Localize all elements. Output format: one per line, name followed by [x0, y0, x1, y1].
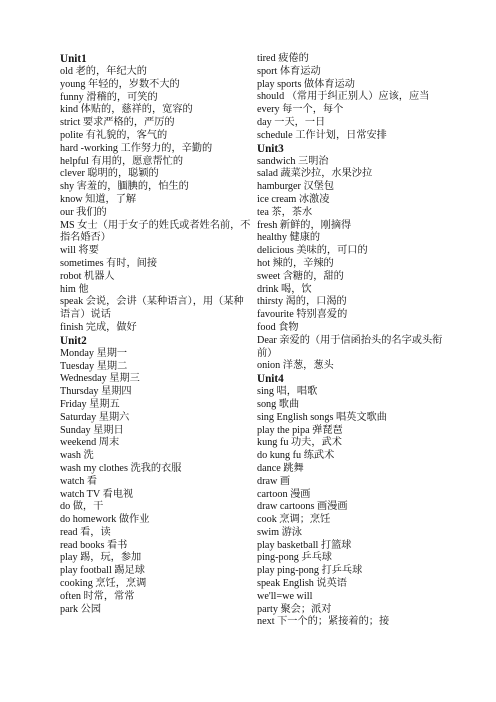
- vocabulary-entry: sing 唱，唱歌: [257, 386, 318, 398]
- vocabulary-entry: will 将要: [60, 245, 99, 257]
- vocabulary-entry: do 做，干: [60, 501, 104, 513]
- vocabulary-entry: read books 看书: [60, 539, 128, 551]
- vocabulary-entry: do homework 做作业: [60, 514, 150, 526]
- right-vocabulary-column: [257, 53, 449, 629]
- vocabulary-entry: polite 有礼貌的，客气的: [60, 129, 168, 141]
- vocabulary-entry: Sunday 星期日: [60, 424, 124, 436]
- vocabulary-entry: shy 害羞的，腼腆的，怕生的: [60, 181, 189, 193]
- vocabulary-entry: hard -working 工作努力的，辛勤的: [60, 142, 213, 154]
- vocabulary-entry: party 聚会；派对: [257, 603, 332, 615]
- vocabulary-entry: salad 蔬菜沙拉，水果沙拉: [257, 168, 373, 180]
- vocabulary-entry: tea 茶，茶水: [257, 206, 313, 218]
- vocabulary-entry: cooking 烹饪，烹调: [60, 578, 147, 590]
- vocabulary-entry: song 歌曲: [257, 398, 300, 410]
- vocabulary-entry: play sports 做体育运动: [257, 78, 355, 90]
- vocabulary-entry: onion 洋葱，葱头: [257, 360, 334, 372]
- vocabulary-entry: MS 女士（用于女子的姓氏或者姓名前，不指名婚否）: [60, 219, 251, 244]
- vocabulary-entry: hot 辣的，辛辣的: [257, 257, 334, 269]
- vocabulary-entry: helpful 有用的，愿意帮忙的: [60, 155, 184, 167]
- vocabulary-entry: wash my clothes 洗我的衣服: [60, 462, 182, 474]
- vocabulary-entry: old 老的，年纪大的: [60, 66, 147, 77]
- vocabulary-entry: draw cartoons 画漫画: [257, 501, 348, 513]
- vocabulary-entry: clever 聪明的，聪颖的: [60, 168, 159, 180]
- vocabulary-entry: young 年轻的，岁数不大的: [60, 78, 180, 90]
- vocabulary-entry: read 看，读: [60, 526, 111, 538]
- vocabulary-entry: sing English songs 唱英文歌曲: [257, 411, 387, 423]
- vocabulary-entry: fresh 新鲜的，刚摘得: [257, 219, 352, 231]
- vocabulary-entry: sometimes 有时，间接: [60, 257, 158, 269]
- vocabulary-entry: Saturday 星期六: [60, 411, 130, 423]
- vocabulary-entry: robot 机器人: [60, 270, 115, 282]
- vocabulary-entry: healthy 健康的: [257, 232, 321, 244]
- vocabulary-entry: play basketball 打篮球: [257, 539, 352, 551]
- vocabulary-entry: watch TV 看电视: [60, 488, 134, 500]
- vocabulary-entry: kind 体贴的，慈祥的，宽容的: [60, 104, 193, 116]
- vocabulary-entry: sandwich 三明治: [257, 155, 329, 167]
- vocabulary-entry: sport 体育运动: [257, 65, 321, 77]
- vocabulary-entry: schedule 工作计划，日常安排: [257, 129, 387, 141]
- vocabulary-entry: ping-pong 乒乓球: [257, 552, 332, 564]
- vocabulary-entry: dance 跳舞: [257, 462, 304, 474]
- left-vocabulary-column: [60, 53, 252, 616]
- vocabulary-entry: Thursday 星期四: [60, 386, 132, 398]
- vocabulary-entry: park 公园: [60, 603, 102, 615]
- vocabulary-entry: every 每一个，每个: [257, 104, 344, 116]
- vocabulary-entry: hamburger 汉堡包: [257, 181, 335, 193]
- vocabulary-entry: cook 烹调；烹饪: [257, 514, 331, 526]
- vocabulary-entry: our 我们的: [60, 206, 107, 218]
- vocabulary-entry: delicious 美味的，可口的: [257, 245, 368, 257]
- vocabulary-entry: cartoon 漫画: [257, 488, 311, 500]
- vocabulary-entry: often 时常，常常: [60, 590, 135, 602]
- vocabulary-entry: Dear 亲爱的（用于信函抬头的名字或头衔前）: [257, 334, 443, 359]
- vocabulary-entry: should （常用于纠正别人）应该，应当: [257, 91, 430, 103]
- unit-heading: Unit1: [60, 53, 87, 65]
- vocabulary-entry: speak 会说，会讲（某种语言），用（某种语言）说话: [60, 296, 244, 321]
- vocabulary-entry: play ping-pong 打乒乓球: [257, 565, 363, 577]
- vocabulary-entry: Friday 星期五: [60, 398, 120, 410]
- vocabulary-entry: ice cream 冰激凌: [257, 193, 330, 205]
- vocabulary-entry: Tuesday 星期二: [60, 360, 128, 372]
- vocabulary-entry: sweet 含糖的，甜的: [257, 270, 344, 282]
- unit-heading: Unit3: [257, 142, 284, 155]
- vocabulary-entry: we'll=we will: [257, 590, 313, 602]
- vocabulary-entry: play football 踢足球: [60, 565, 145, 577]
- vocabulary-entry: draw 画: [257, 475, 291, 487]
- unit-heading: Unit4: [257, 373, 284, 386]
- vocabulary-entry: thirsty 渴的，口渴的: [257, 296, 347, 308]
- vocabulary-entry: drink 喝，饮: [257, 283, 312, 295]
- vocabulary-entry: finish 完成，做好: [60, 321, 137, 333]
- vocabulary-entry: tired 疲倦的: [257, 53, 309, 64]
- vocabulary-entry: swim 游泳: [257, 526, 302, 538]
- vocabulary-entry: kung fu 功夫，武术: [257, 437, 342, 449]
- vocabulary-entry: wash 洗: [60, 450, 94, 462]
- vocabulary-entry: food 食物: [257, 321, 299, 333]
- vocabulary-entry: strict 要求严格的，严厉的: [60, 117, 175, 129]
- vocabulary-entry: Monday 星期一: [60, 347, 128, 359]
- vocabulary-entry: him 他: [60, 283, 89, 295]
- vocabulary-entry: funny 滑稽的，可笑的: [60, 91, 158, 103]
- vocabulary-entry: favourite 特别喜爱的: [257, 309, 348, 321]
- vocabulary-entry: play 踢，玩，参加: [60, 552, 142, 564]
- vocabulary-entry: play the pipa 弹琵琶: [257, 424, 343, 436]
- vocabulary-entry: next 下一个的；紧接着的；接: [257, 616, 390, 628]
- vocabulary-entry: speak English 说英语: [257, 578, 347, 590]
- vocabulary-entry: know 知道，了解: [60, 193, 137, 205]
- vocabulary-entry: do kung fu 练武术: [257, 450, 335, 462]
- vocabulary-entry: weekend 周末: [60, 437, 120, 449]
- unit-heading: Unit2: [60, 334, 87, 347]
- vocabulary-entry: day 一天，一日: [257, 116, 326, 128]
- vocabulary-entry: watch 看: [60, 475, 98, 487]
- vocabulary-entry: Wednesday 星期三: [60, 373, 140, 385]
